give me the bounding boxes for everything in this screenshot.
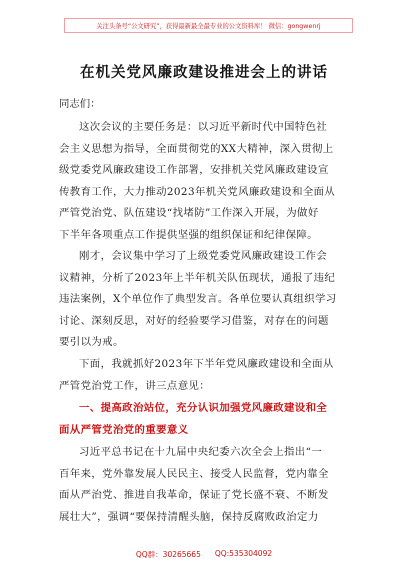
qq-number: QQ:535304092 [214,549,273,558]
section-heading-1 [59,398,359,441]
qq-group-number: QQ群：30265665 [135,550,201,559]
paragraph-line: 这次会议的主要任务是：以习近平新时代中国特色社 [79,121,328,133]
footer-contact [0,549,408,560]
paragraph-line: 严管党治党、队伍建设“找堵防”工作深入开展，为做好 [59,207,319,219]
paragraph-line: 刚才，会议集中学习了上级党委党风廉政建设工作会 [79,250,328,262]
paragraph-1 [59,117,359,246]
promo-banner-text: 关注头条号“公文研究”，获得最新最全最专业的公文资料库！ 微信：gongwenrj [96,23,321,30]
paragraph-line: 下面，我就抓好2023年下半年党风廉政建设和全面从 [79,358,334,370]
salutation: 同志们： [59,98,101,110]
promo-banner [64,18,353,33]
paragraph-3 [59,354,359,397]
paragraph-line: 百年来，党外靠发展人民民主、接受人民监督，党内靠全 [59,467,329,480]
paragraph-line: 下半年各项重点工作提供坚强的组织保证和纪律保障。 [59,228,318,241]
paragraph-line: 展壮大”，强调“要保持清醒头脑，保持反腐败政治定力 [59,510,319,523]
paragraph-line: 讨论、深刻反思，对好的经验要学习借鉴，对存在的问题 [59,314,329,327]
paragraph-line: 违法案例，X个单位作了典型发言。各单位要认真组织学习 [59,293,337,305]
paragraph-4 [59,442,359,528]
paragraph-line: 严管党治党工作，讲三点意见： [59,379,211,392]
paragraph-line: 传教育工作，大力推动2023年机关党风廉政建设和全面从 [59,185,336,198]
paragraph-line: 习近平总书记在十九届中央纪委六次全会上指出“一 [79,446,323,458]
paragraph-line: 面从严治党、推进自我革命，保证了党长盛不衰、不断发 [59,489,329,501]
paragraph-line: 级党委党风廉政建设工作部署，安排机关党风廉政建设宣 [59,164,329,176]
document-title: 在机关党风廉政建设推进会上的讲话 [80,64,328,81]
paragraph-line: 会主义思想为指导，全面贯彻党的XX大精神，深入贯彻上 [59,142,334,155]
heading-line: 一、提高政治站位，充分认识加强党风廉政建设和全 [79,402,328,414]
paragraph-line: 议精神，分析了2023年上半年机关队伍现状，通报了违纪 [59,271,336,284]
paragraph-2 [59,246,359,354]
paragraph-line: 要引以为戒。 [59,336,124,348]
heading-line: 面从严管党治党的重要意义 [59,423,189,436]
